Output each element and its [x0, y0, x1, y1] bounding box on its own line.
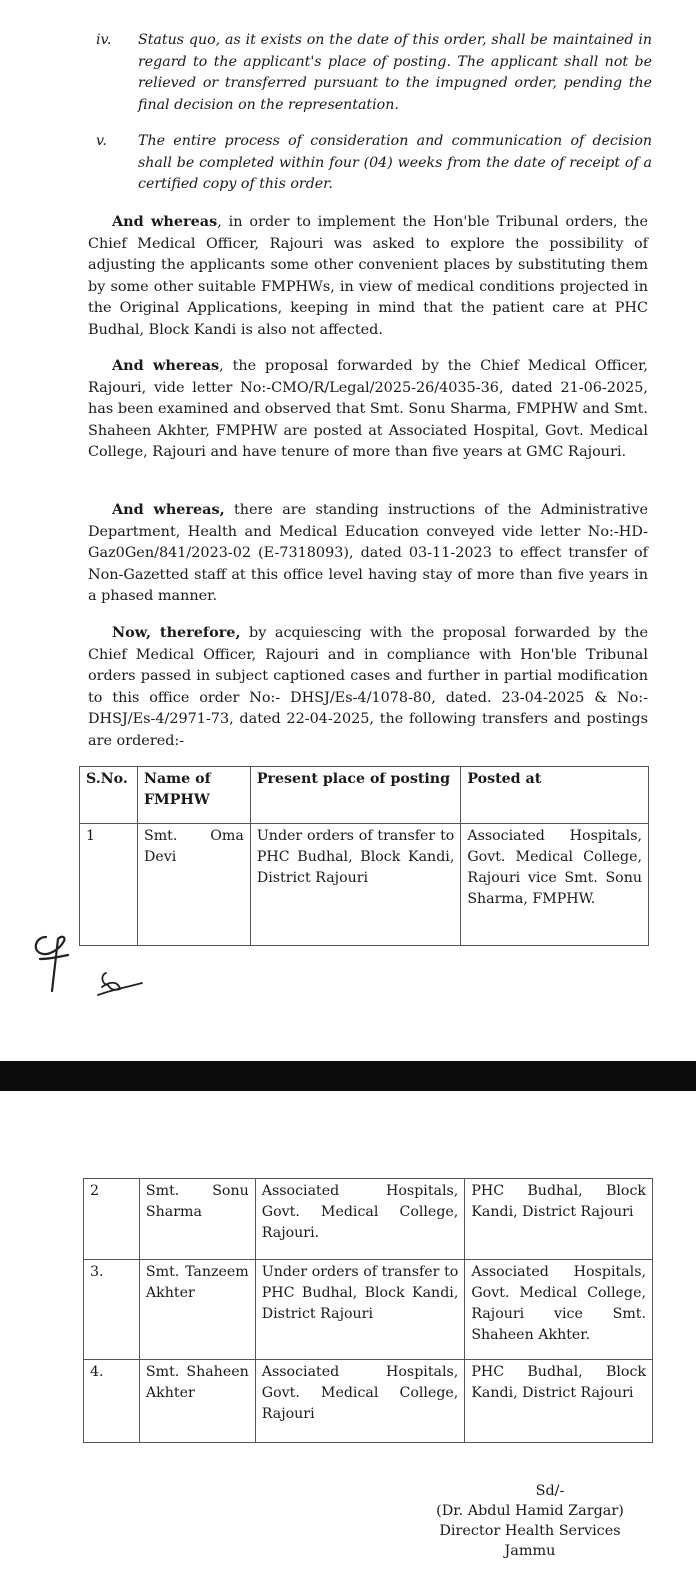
cell-name: Smt. Sonu Sharma — [139, 1179, 255, 1260]
table-header-row — [80, 767, 649, 824]
table-row — [84, 1179, 653, 1260]
transfer-table-part-1 — [79, 766, 649, 946]
cell-sno: 3. — [84, 1260, 140, 1360]
list-item-text: Status quo, as it exists on the date of this order, shall be maintained in regard to the applicant's place of posting. The applicant shall not be relieved or transferred pursuant to the impugned order, pending the final decision on the representation. — [138, 32, 652, 113]
transfer-table-part-2 — [83, 1178, 653, 1443]
list-item-text: The entire process of consideration and communication of decision shall be completed within four (04) weeks from the date of receipt of a certified copy of this order. — [138, 133, 652, 192]
cell-posted: PHC Budhal, Block Kandi, District Rajouri — [465, 1179, 653, 1260]
paragraph-whereas-2 — [88, 355, 648, 464]
cell-name: Smt. Tanzeem Akhter — [139, 1260, 255, 1360]
paragraph-text: there are standing instructions of the Administrative Department, Health and Medical Education conveyed vide letter No:-HD-Gaz0Gen/841/2023-02 (E-7318093), dated 03-11-2023 to effect transfer of Non-Gazetted staff at this office level having stay of more than five years in a phased manner. — [88, 502, 648, 604]
signatory-name: (Dr. Abdul Hamid Zargar) — [436, 1503, 624, 1519]
cell-posted: PHC Budhal, Block Kandi, District Rajouri — [465, 1360, 653, 1443]
signature-sd: Sd/- — [535, 1483, 565, 1499]
cell-name: Smt. Oma Devi — [137, 824, 250, 946]
signature-block — [420, 1481, 640, 1561]
table-row — [84, 1360, 653, 1443]
table-row — [80, 824, 649, 946]
paragraph-lead: And whereas — [112, 213, 218, 230]
cell-present: Associated Hospitals, Govt. Medical College, Rajouri. — [255, 1179, 465, 1260]
paragraph-lead: And whereas — [112, 357, 220, 374]
header-posted-at: Posted at — [461, 767, 649, 824]
list-item-number: iv. — [96, 32, 112, 48]
cell-posted: Associated Hospitals, Govt. Medical College, Rajouri vice Smt. Shaheen Akhter. — [465, 1260, 653, 1360]
page-break-band — [0, 1061, 696, 1091]
list-item-number: v. — [96, 133, 107, 149]
cell-sno: 2 — [84, 1179, 140, 1260]
handwritten-initials — [22, 925, 152, 1005]
paragraph-text: , the proposal forwarded by the Chief Medical Officer, Rajouri, vide letter No:-CMO/R/Legal/2025-26/4035-36, dated 21-06-2025, has been examined and observed that Smt. Sonu Sharma, FMPHW and Smt. Shaheen Akhter, FMPHW are posted at Associated Hospital, Govt. Medical College, Rajouri and have tenure of more than five years at GMC Rajouri. — [88, 358, 648, 460]
paragraph-whereas-3 — [88, 499, 648, 608]
cell-sno: 4. — [84, 1360, 140, 1443]
signatory-designation: Director Health Services — [439, 1523, 621, 1539]
cell-sno: 1 — [80, 824, 138, 946]
header-present-posting: Present place of posting — [250, 767, 460, 824]
cell-name: Smt. Shaheen Akhter — [139, 1360, 255, 1443]
signatory-place: Jammu — [504, 1543, 556, 1559]
header-name: Name of FMPHW — [137, 767, 250, 824]
cell-present: Under orders of transfer to PHC Budhal, Block Kandi, District Rajouri — [255, 1260, 465, 1360]
cell-posted: Associated Hospitals, Govt. Medical College, Rajouri vice Smt. Sonu Sharma, FMPHW. — [461, 824, 649, 946]
paragraph-lead: Now, therefore, — [112, 624, 241, 641]
paragraph-lead: And whereas, — [112, 501, 225, 518]
cell-present: Under orders of transfer to PHC Budhal, Block Kandi, District Rajouri — [250, 824, 460, 946]
cell-present: Associated Hospitals, Govt. Medical College, Rajouri — [255, 1360, 465, 1443]
header-sno: S.No. — [80, 767, 138, 824]
paragraph-whereas-1 — [88, 211, 648, 341]
paragraph-text: by acquiescing with the proposal forwarded by the Chief Medical Officer, Rajouri and in compliance with Hon'ble Tribunal orders passed in subject captioned cases and further in partial modification to this office order No:- DHSJ/Es-4/1078-80, dated. 23-04-2025 & No:-DHSJ/Es-4/2971-73, dated 22-04-2025, the following transfers and postings are ordered:- — [88, 625, 649, 749]
paragraph-now-therefore — [88, 622, 648, 752]
paragraph-text: , in order to implement the Hon'ble Tribunal orders, the Chief Medical Officer, Rajouri was asked to explore the possibility of adjusting the applicants some other convenient places by substituting them by some other suitable FMPHWs, in view of medical conditions projected in the Original Applications, keeping in mind that the patient care at PHC Budhal, Block Kandi is also not affected. — [88, 214, 648, 338]
table-row — [84, 1260, 653, 1360]
